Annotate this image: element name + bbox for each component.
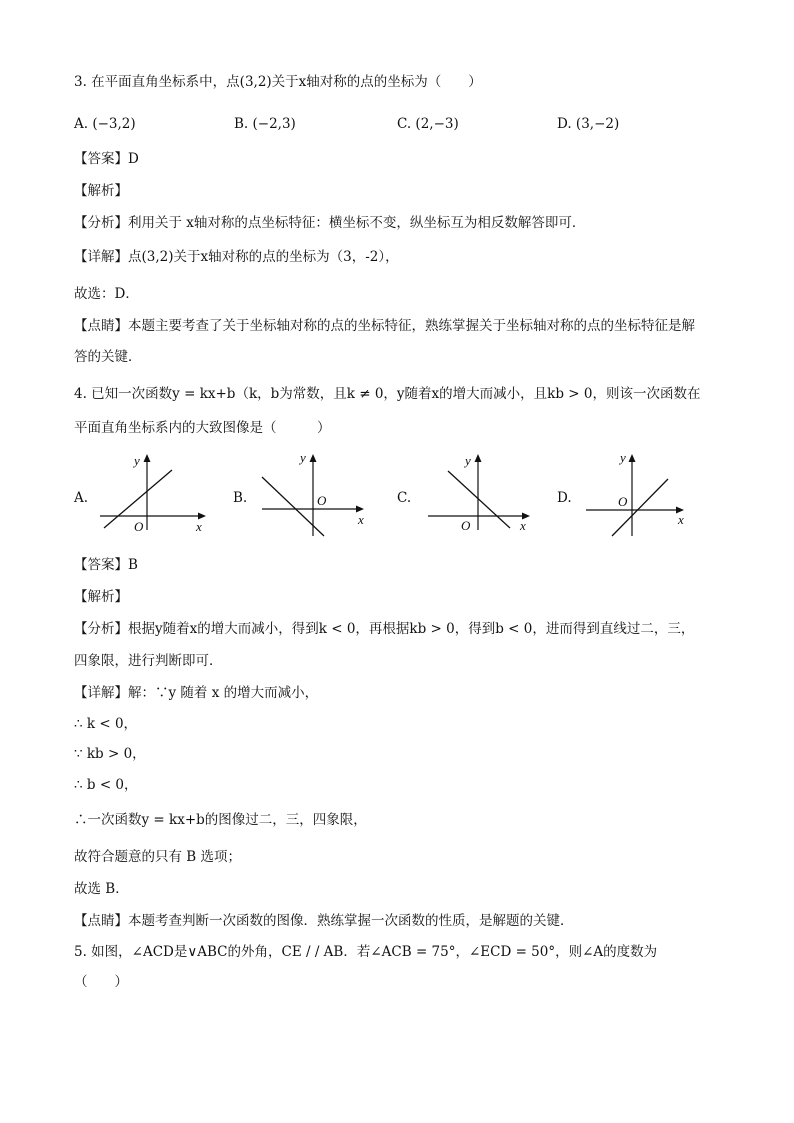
q4-analysis-title: 【解析】 xyxy=(74,589,128,605)
graph-a-y-label: y xyxy=(134,453,140,468)
q3-dianjing-line2: 答的关键． xyxy=(74,349,142,365)
q3-answer: 【答案】D xyxy=(74,151,139,167)
q4-xiangjie-line1: 【详解】解：∵y 随着 x 的增大而减小， xyxy=(74,685,319,701)
q4-stem-line1: 4. 已知一次函数y = kx+b（k，b为常数，且k ≠ 0，y随着x的增大而减小，且kb > 0，则该一次函数在 xyxy=(74,386,701,402)
graph-c-line xyxy=(448,471,510,528)
graph-b xyxy=(258,452,374,540)
graph-a-origin: O xyxy=(134,519,144,534)
graph-a xyxy=(96,452,212,534)
q3-choose: 故选：D． xyxy=(74,286,139,302)
q4-xiangjie-line6: 故符合题意的只有 B 选项； xyxy=(74,849,242,865)
graph-c-y-arrow xyxy=(475,454,482,462)
graph-c-y-label: y xyxy=(465,453,471,468)
graph-b-y-label: y xyxy=(300,452,306,465)
graph-d-label: D. xyxy=(557,490,572,506)
graph-b-y-arrow xyxy=(310,454,317,462)
graph-d-origin: O xyxy=(618,494,628,509)
graph-c-label: C. xyxy=(397,490,412,506)
q3-dianjing-line1: 【点睛】本题主要考查了关于坐标轴对称的点的坐标特征，熟练掌握关于坐标轴对称的点的坐标特征是解 xyxy=(74,318,695,334)
q4-xiangjie-line4: ∴ b < 0， xyxy=(74,777,138,793)
graph-b-x-label: x xyxy=(358,512,364,527)
q4-choose: 故选 B． xyxy=(74,881,129,897)
graph-a-y-arrow xyxy=(144,454,151,462)
graph-d-y-arrow xyxy=(629,454,636,462)
q3-xiangjie: 【详解】点(3,2)关于x轴对称的点的坐标为（3，-2）， xyxy=(74,249,399,265)
graph-c xyxy=(424,452,540,534)
q5-stem-line2: （ ） xyxy=(74,974,128,990)
graph-d xyxy=(584,452,694,540)
graph-c-x-label: x xyxy=(520,518,526,533)
graph-b-origin: O xyxy=(317,493,327,508)
q4-fenxi-line1: 【分析】根据y随着x的增大而减小，得到k < 0，再根据kb > 0，得到b < 0，进而得到直线过二，三， xyxy=(74,621,695,637)
graph-d-x-label: x xyxy=(678,512,684,527)
graph-b-line xyxy=(262,477,324,536)
q3-stem: 3. 在平面直角坐标系中，点(3,2)关于x轴对称的点的坐标为（ ） xyxy=(74,74,482,90)
q3-option-a: A. (−3,2) xyxy=(74,116,136,132)
graph-a-x-label: x xyxy=(196,519,202,534)
q3-option-c: C. (2,−3) xyxy=(397,116,459,132)
graph-d-y-label: y xyxy=(620,452,626,465)
graph-b-label: B. xyxy=(233,490,248,506)
q4-answer: 【答案】B xyxy=(74,557,138,573)
q4-xiangjie-line2: ∴ k < 0， xyxy=(74,716,138,732)
q3-option-b: B. (−2,3) xyxy=(234,116,296,132)
q5-stem-line1: 5. 如图，∠ACD是∨ABC的外角，CE / / AB．若∠ACB = 75°，∠ECD = 50°，则∠A的度数为 xyxy=(74,944,658,960)
q4-xiangjie-line3: ∵ kb > 0， xyxy=(74,746,146,762)
q4-stem-line2: 平面直角坐标系内的大致图像是（ ） xyxy=(74,420,331,436)
q3-analysis-title: 【解析】 xyxy=(74,183,128,199)
q3-option-d: D. (3,−2) xyxy=(557,116,620,132)
q3-fenxi: 【分析】利用关于 x轴对称的点坐标特征：横坐标不变，纵坐标互为相反数解答即可． xyxy=(74,215,586,231)
graph-c-origin: O xyxy=(461,518,471,533)
q4-xiangjie-line5: ∴一次函数y = kx+b的图像过二，三，四象限， xyxy=(74,812,367,828)
q4-dianjing: 【点睛】本题考查判断一次函数的图像．熟练掌握一次函数的性质，是解题的关键． xyxy=(74,913,574,929)
q4-fenxi-line2: 四象限，进行判断即可． xyxy=(74,653,223,669)
graph-a-label: A. xyxy=(74,490,89,506)
